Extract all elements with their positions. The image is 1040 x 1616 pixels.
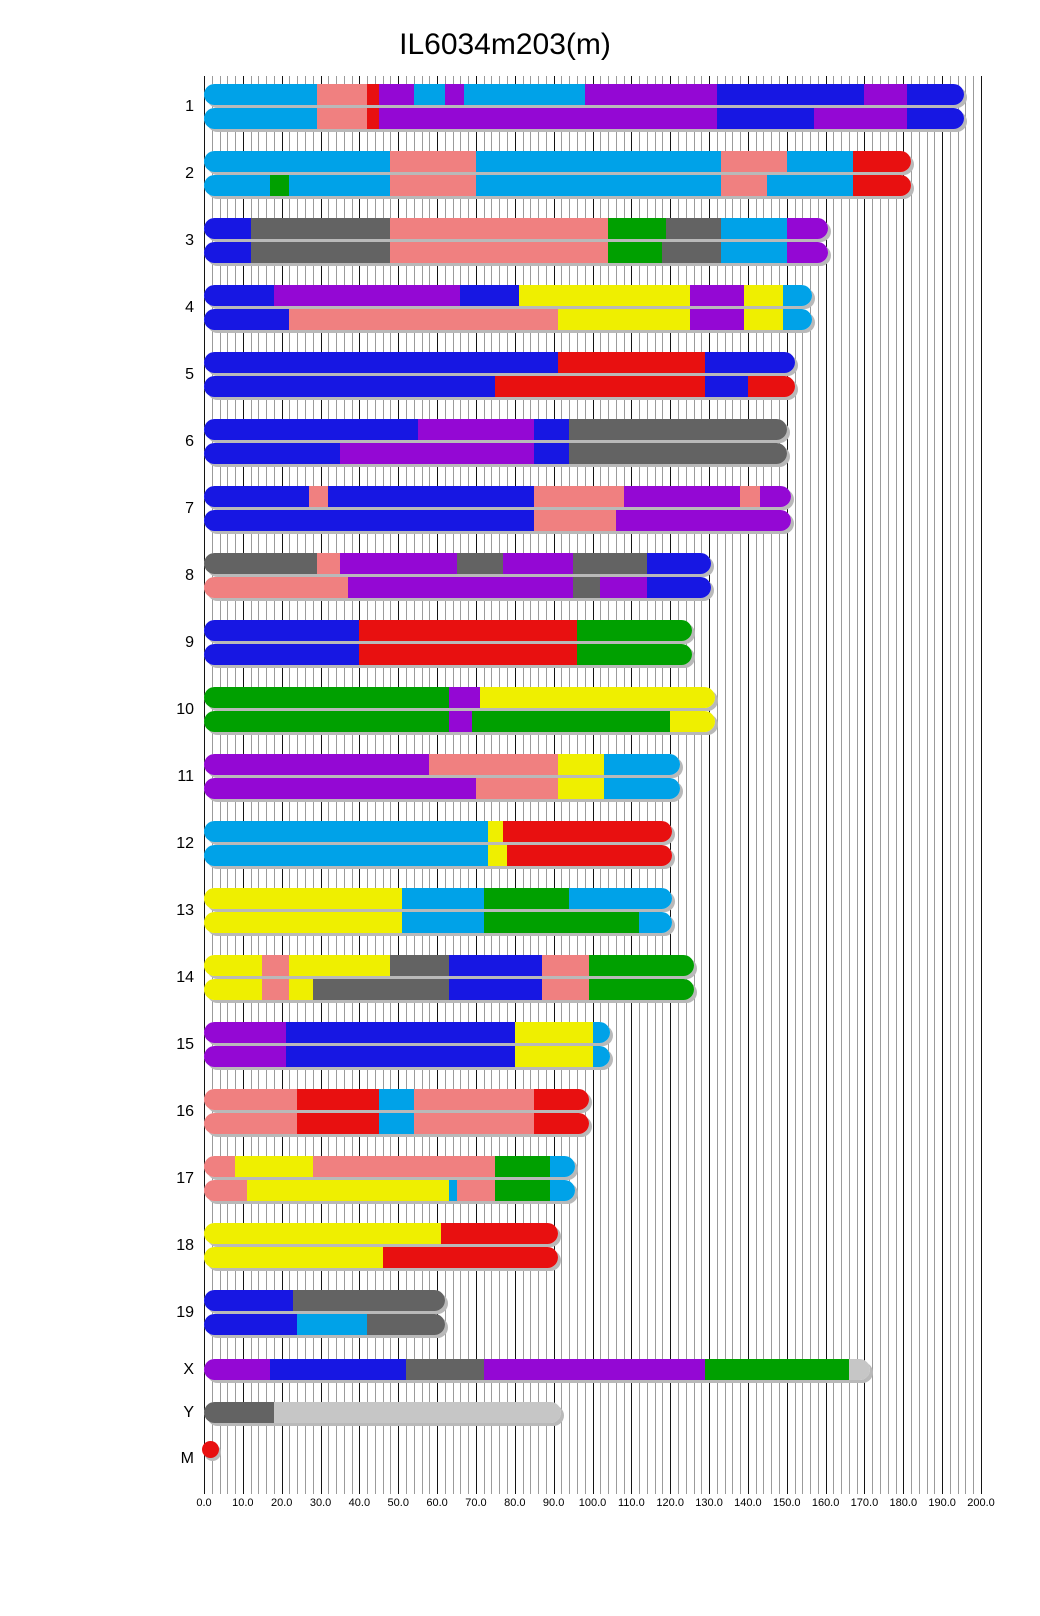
segment-yellow [480, 687, 715, 708]
segment-yellow [744, 285, 783, 306]
segment-cyan [787, 151, 854, 172]
segment-yellow [670, 711, 715, 732]
chr-label-17: 17 [176, 1169, 194, 1187]
segment-red [507, 845, 672, 866]
segment-blue [204, 644, 360, 665]
segment-gray [313, 979, 449, 1000]
segment-pink [390, 175, 476, 196]
segment-pink [457, 1180, 496, 1201]
segment-green [577, 620, 692, 641]
segment-green [705, 1359, 849, 1380]
segment-green [484, 912, 640, 933]
chr-label-7: 7 [185, 499, 194, 517]
segment-purple [204, 1022, 286, 1043]
axis-tick-label: 150.0 [772, 1497, 801, 1509]
segment-cyan [402, 888, 484, 909]
segment-gray [666, 218, 721, 239]
segment-green [484, 888, 570, 909]
segment-cyan [204, 175, 271, 196]
gridline-minor [857, 76, 858, 1494]
segment-yellow [558, 778, 605, 799]
segment-gray [251, 242, 391, 263]
segment-pink [390, 151, 476, 172]
segment-yellow [204, 888, 403, 909]
segment-green [270, 175, 290, 196]
segment-blue [204, 419, 418, 440]
segment-yellow [289, 955, 391, 976]
segment-green [204, 687, 449, 708]
segment-purple [503, 553, 573, 574]
segment-pink [740, 486, 760, 507]
segment-pink [390, 218, 608, 239]
segment-red [359, 644, 577, 665]
segment-cyan [639, 912, 672, 933]
segment-red [853, 175, 911, 196]
segment-purple [379, 84, 414, 105]
chr-18-hap2-bar [204, 1247, 558, 1268]
segment-yellow [488, 845, 508, 866]
segment-yellow [204, 1223, 441, 1244]
segment-purple [624, 486, 741, 507]
segment-cyan [721, 242, 788, 263]
axis-tick-label: 60.0 [426, 1497, 448, 1509]
segment-purple [204, 1359, 271, 1380]
segment-yellow [204, 979, 263, 1000]
chr-15-hap2-bar [204, 1046, 610, 1067]
segment-gray [367, 1314, 445, 1335]
segment-green [608, 218, 667, 239]
segment-cyan [204, 108, 317, 129]
segment-red [853, 151, 911, 172]
chr-label-16: 16 [176, 1102, 194, 1120]
segment-purple [690, 309, 745, 330]
segment-red [367, 84, 379, 105]
chr-16-hap2-bar [204, 1113, 589, 1134]
segment-gray [569, 443, 787, 464]
chr-M-dot [202, 1441, 219, 1458]
segment-pink [313, 1156, 496, 1177]
chr-label-Y: Y [183, 1403, 194, 1421]
segment-pink [476, 778, 558, 799]
segment-pink [309, 486, 329, 507]
segment-pink [317, 108, 368, 129]
gridline-minor [888, 76, 889, 1494]
segment-purple [340, 443, 535, 464]
segment-blue [717, 84, 865, 105]
segment-red [503, 821, 672, 842]
segment-green [495, 1156, 550, 1177]
segment-purple [787, 218, 828, 239]
chr-label-6: 6 [185, 432, 194, 450]
segment-green [577, 644, 692, 665]
segment-pink [289, 309, 558, 330]
segment-purple [204, 778, 476, 799]
chr-8-hap2-bar [204, 577, 711, 598]
segment-blue [204, 1290, 294, 1311]
chr-17-hap2-bar [204, 1180, 575, 1201]
chr-6-hap1-bar [204, 419, 787, 440]
segment-pink [534, 486, 624, 507]
segment-yellow [515, 1022, 593, 1043]
chr-label-M: M [180, 1449, 194, 1467]
segment-blue [286, 1046, 516, 1067]
chr-label-X: X [183, 1360, 194, 1378]
axis-tick-label: 140.0 [734, 1497, 762, 1509]
segment-red [359, 620, 577, 641]
segment-red [558, 352, 706, 373]
gridline-major [942, 76, 943, 1494]
segment-cyan [289, 175, 391, 196]
segment-pink [390, 242, 608, 263]
segment-blue [717, 108, 815, 129]
segment-pink [542, 955, 589, 976]
chr-14-hap2-bar [204, 979, 694, 1000]
segment-yellow [204, 912, 403, 933]
segment-purple [204, 754, 430, 775]
segment-green [472, 711, 671, 732]
chr-14-hap1-bar [204, 955, 694, 976]
segment-cyan [593, 1046, 610, 1067]
segment-yellow [519, 285, 690, 306]
segment-cyan [593, 1022, 610, 1043]
segment-blue [204, 242, 251, 263]
segment-red [748, 376, 795, 397]
chr-12-hap1-bar [204, 821, 672, 842]
segment-cyan [476, 175, 721, 196]
segment-purple [449, 711, 473, 732]
gridline-minor [965, 76, 966, 1494]
segment-blue [907, 108, 963, 129]
axis-tick-label: 70.0 [465, 1497, 487, 1509]
chr-label-4: 4 [185, 298, 194, 316]
chr-3-hap2-bar [204, 242, 828, 263]
segment-blue [204, 218, 251, 239]
segment-cyan [204, 821, 488, 842]
segment-pink [262, 979, 290, 1000]
chr-2-hap1-bar [204, 151, 911, 172]
segment-cyan [379, 1089, 414, 1110]
chr-17-hap1-bar [204, 1156, 575, 1177]
segment-gray [573, 553, 647, 574]
segment-blue [204, 1314, 298, 1335]
segment-blue [328, 486, 534, 507]
axis-tick-label: 100.0 [578, 1497, 607, 1509]
chr-label-14: 14 [176, 968, 194, 986]
chr-label-8: 8 [185, 566, 194, 584]
axis-tick-label: 20.0 [270, 1497, 293, 1509]
gridline-minor [911, 76, 912, 1494]
chr-18-hap1-bar [204, 1223, 558, 1244]
segment-green [608, 242, 663, 263]
segment-red [534, 1089, 588, 1110]
segment-blue [647, 577, 711, 598]
segment-red [367, 108, 379, 129]
chart-title: IL6034m203(m) [399, 28, 611, 61]
segment-yellow [515, 1046, 593, 1067]
segment-purple [690, 285, 745, 306]
segment-gray [204, 1402, 274, 1423]
chr-label-2: 2 [185, 164, 194, 182]
segment-cyan [204, 151, 391, 172]
segment-blue [460, 285, 519, 306]
segment-gray [251, 218, 391, 239]
segment-purple [585, 84, 718, 105]
segment-purple [379, 108, 717, 129]
chr-11-hap1-bar [204, 754, 680, 775]
chr-19-hap1-bar [204, 1290, 445, 1311]
segment-blue [270, 1359, 406, 1380]
segment-purple [864, 84, 907, 105]
segment-green [495, 1180, 550, 1201]
chr-label-19: 19 [176, 1303, 194, 1321]
chr-label-18: 18 [176, 1236, 194, 1254]
segment-cyan [464, 84, 585, 105]
segment-pink [317, 84, 368, 105]
axis-tick-label: 80.0 [504, 1497, 526, 1509]
segment-cyan [402, 912, 484, 933]
axis-tick-label: 180.0 [889, 1497, 918, 1509]
segment-red [441, 1223, 558, 1244]
gridline-major [826, 76, 827, 1494]
gridline-minor [818, 76, 819, 1494]
segment-cyan [414, 84, 446, 105]
gridline-minor [919, 76, 920, 1494]
chr-7-hap2-bar [204, 510, 791, 531]
segment-blue [204, 443, 340, 464]
axis-tick-label: 50.0 [387, 1497, 409, 1509]
segment-pink [204, 1113, 298, 1134]
segment-pink [262, 955, 290, 976]
segment-purple [348, 577, 574, 598]
axis-tick-label: 10.0 [232, 1497, 254, 1509]
chr-label-9: 9 [185, 633, 194, 651]
segment-blue [705, 376, 748, 397]
segment-yellow [204, 1247, 383, 1268]
chr-3-hap1-bar [204, 218, 828, 239]
segment-pink [721, 175, 768, 196]
gridline-major [981, 76, 982, 1494]
axis-tick-label: 160.0 [811, 1497, 840, 1509]
chr-5-hap2-bar [204, 376, 795, 397]
segment-cyan [604, 754, 680, 775]
axis-tick-label: 90.0 [542, 1497, 565, 1509]
chr-8-hap1-bar [204, 553, 711, 574]
segment-lightgray [849, 1359, 870, 1380]
segment-green [589, 979, 694, 1000]
segment-yellow [558, 309, 691, 330]
segment-gray [457, 553, 504, 574]
chr-1-hap1-bar [204, 84, 964, 105]
segment-cyan [204, 845, 488, 866]
chr-13-hap1-bar [204, 888, 672, 909]
segment-gray [406, 1359, 484, 1380]
segment-cyan [767, 175, 853, 196]
chr-label-10: 10 [176, 700, 194, 718]
segment-pink [317, 553, 341, 574]
segment-purple [760, 486, 791, 507]
segment-purple [449, 687, 481, 708]
segment-pink [542, 979, 589, 1000]
gridline-minor [841, 76, 842, 1494]
segment-cyan [604, 778, 680, 799]
segment-cyan [783, 309, 812, 330]
segment-blue [449, 979, 543, 1000]
chr-label-15: 15 [176, 1035, 194, 1053]
segment-gray [662, 242, 721, 263]
chr-X-hap1-bar [204, 1359, 870, 1380]
segment-purple [445, 84, 465, 105]
segment-purple [274, 285, 461, 306]
segment-purple [340, 553, 457, 574]
segment-pink [534, 510, 616, 531]
segment-blue [204, 352, 558, 373]
axis-tick-label: 110.0 [617, 1497, 645, 1509]
segment-pink [721, 151, 788, 172]
segment-cyan [476, 151, 721, 172]
chr-11-hap2-bar [204, 778, 680, 799]
chr-label-12: 12 [176, 834, 194, 852]
axis-tick-label: 120.0 [656, 1497, 684, 1509]
segment-gray [204, 553, 317, 574]
segment-blue [204, 285, 274, 306]
segment-cyan [204, 84, 317, 105]
gridline-minor [880, 76, 881, 1494]
segment-blue [204, 510, 535, 531]
axis-tick-label: 200.0 [967, 1497, 995, 1509]
segment-red [297, 1113, 379, 1134]
segment-pink [204, 1156, 236, 1177]
segment-yellow [289, 979, 313, 1000]
gridline-minor [958, 76, 959, 1494]
segment-purple [484, 1359, 706, 1380]
segment-yellow [247, 1180, 450, 1201]
segment-purple [616, 510, 791, 531]
segment-gray [573, 577, 601, 598]
segment-blue [534, 419, 569, 440]
chr-label-13: 13 [176, 901, 194, 919]
chr-10-hap2-bar [204, 711, 715, 732]
chr-12-hap2-bar [204, 845, 672, 866]
segment-lightgray [274, 1402, 561, 1423]
gridline-minor [934, 76, 935, 1494]
chr-Y-hap1-bar [204, 1402, 561, 1423]
segment-gray [293, 1290, 445, 1311]
segment-pink [204, 1089, 298, 1110]
chr-19-hap2-bar [204, 1314, 445, 1335]
segment-blue [204, 486, 309, 507]
chr-10-hap1-bar [204, 687, 715, 708]
segment-blue [204, 309, 290, 330]
segment-gray [569, 419, 787, 440]
gridline-minor [833, 76, 834, 1494]
segment-yellow [558, 754, 605, 775]
axis-tick-label: 40.0 [348, 1497, 371, 1509]
axis-tick-label: 130.0 [695, 1497, 723, 1509]
chr-15-hap1-bar [204, 1022, 610, 1043]
chr-4-hap1-bar [204, 285, 812, 306]
segment-cyan [379, 1113, 414, 1134]
segment-purple [600, 577, 647, 598]
segment-green [204, 711, 449, 732]
segment-cyan [783, 285, 812, 306]
chr-4-hap2-bar [204, 309, 812, 330]
chr-6-hap2-bar [204, 443, 787, 464]
chr-label-3: 3 [185, 231, 194, 249]
gridline-minor [896, 76, 897, 1494]
segment-blue [907, 84, 963, 105]
segment-cyan [569, 888, 672, 909]
chr-7-hap1-bar [204, 486, 791, 507]
chr-9-hap2-bar [204, 644, 692, 665]
axis-tick-label: 190.0 [928, 1497, 956, 1509]
segment-pink [429, 754, 558, 775]
segment-gray [390, 955, 449, 976]
segment-cyan [721, 218, 788, 239]
gridline-major [903, 76, 904, 1494]
gridline-minor [872, 76, 873, 1494]
segment-cyan [550, 1156, 575, 1177]
segment-pink [414, 1113, 535, 1134]
chr-label-5: 5 [185, 365, 194, 383]
segment-pink [204, 577, 348, 598]
segment-blue [705, 352, 794, 373]
segment-blue [204, 620, 360, 641]
chr-13-hap2-bar [204, 912, 672, 933]
axis-tick-label: 170.0 [850, 1497, 879, 1509]
segment-red [495, 376, 705, 397]
chr-9-hap1-bar [204, 620, 692, 641]
segment-purple [204, 1046, 286, 1067]
segment-purple [418, 419, 535, 440]
segment-blue [534, 443, 569, 464]
segment-red [534, 1113, 588, 1134]
segment-purple [814, 108, 908, 129]
chr-16-hap1-bar [204, 1089, 589, 1110]
chr-2-hap2-bar [204, 175, 911, 196]
segment-pink [204, 1180, 247, 1201]
segment-green [589, 955, 694, 976]
segment-yellow [744, 309, 783, 330]
chr-1-hap2-bar [204, 108, 964, 129]
chr-label-1: 1 [185, 97, 194, 115]
segment-yellow [488, 821, 504, 842]
gridline-minor [849, 76, 850, 1494]
gridline-minor [927, 76, 928, 1494]
gridline-minor [973, 76, 974, 1494]
axis-tick-label: 30.0 [309, 1497, 332, 1509]
segment-cyan [550, 1180, 575, 1201]
gridline-minor [950, 76, 951, 1494]
segment-blue [286, 1022, 516, 1043]
chr-label-11: 11 [177, 767, 194, 785]
gridline-major [864, 76, 865, 1494]
segment-red [383, 1247, 558, 1268]
segment-blue [647, 553, 711, 574]
segment-purple [787, 242, 828, 263]
segment-red [297, 1089, 379, 1110]
axis-tick-label: 0.0 [196, 1497, 212, 1509]
segment-cyan [297, 1314, 367, 1335]
chr-5-hap1-bar [204, 352, 795, 373]
segment-blue [204, 376, 496, 397]
segment-pink [414, 1089, 535, 1110]
segment-blue [449, 955, 543, 976]
segment-yellow [235, 1156, 313, 1177]
segment-yellow [204, 955, 263, 976]
